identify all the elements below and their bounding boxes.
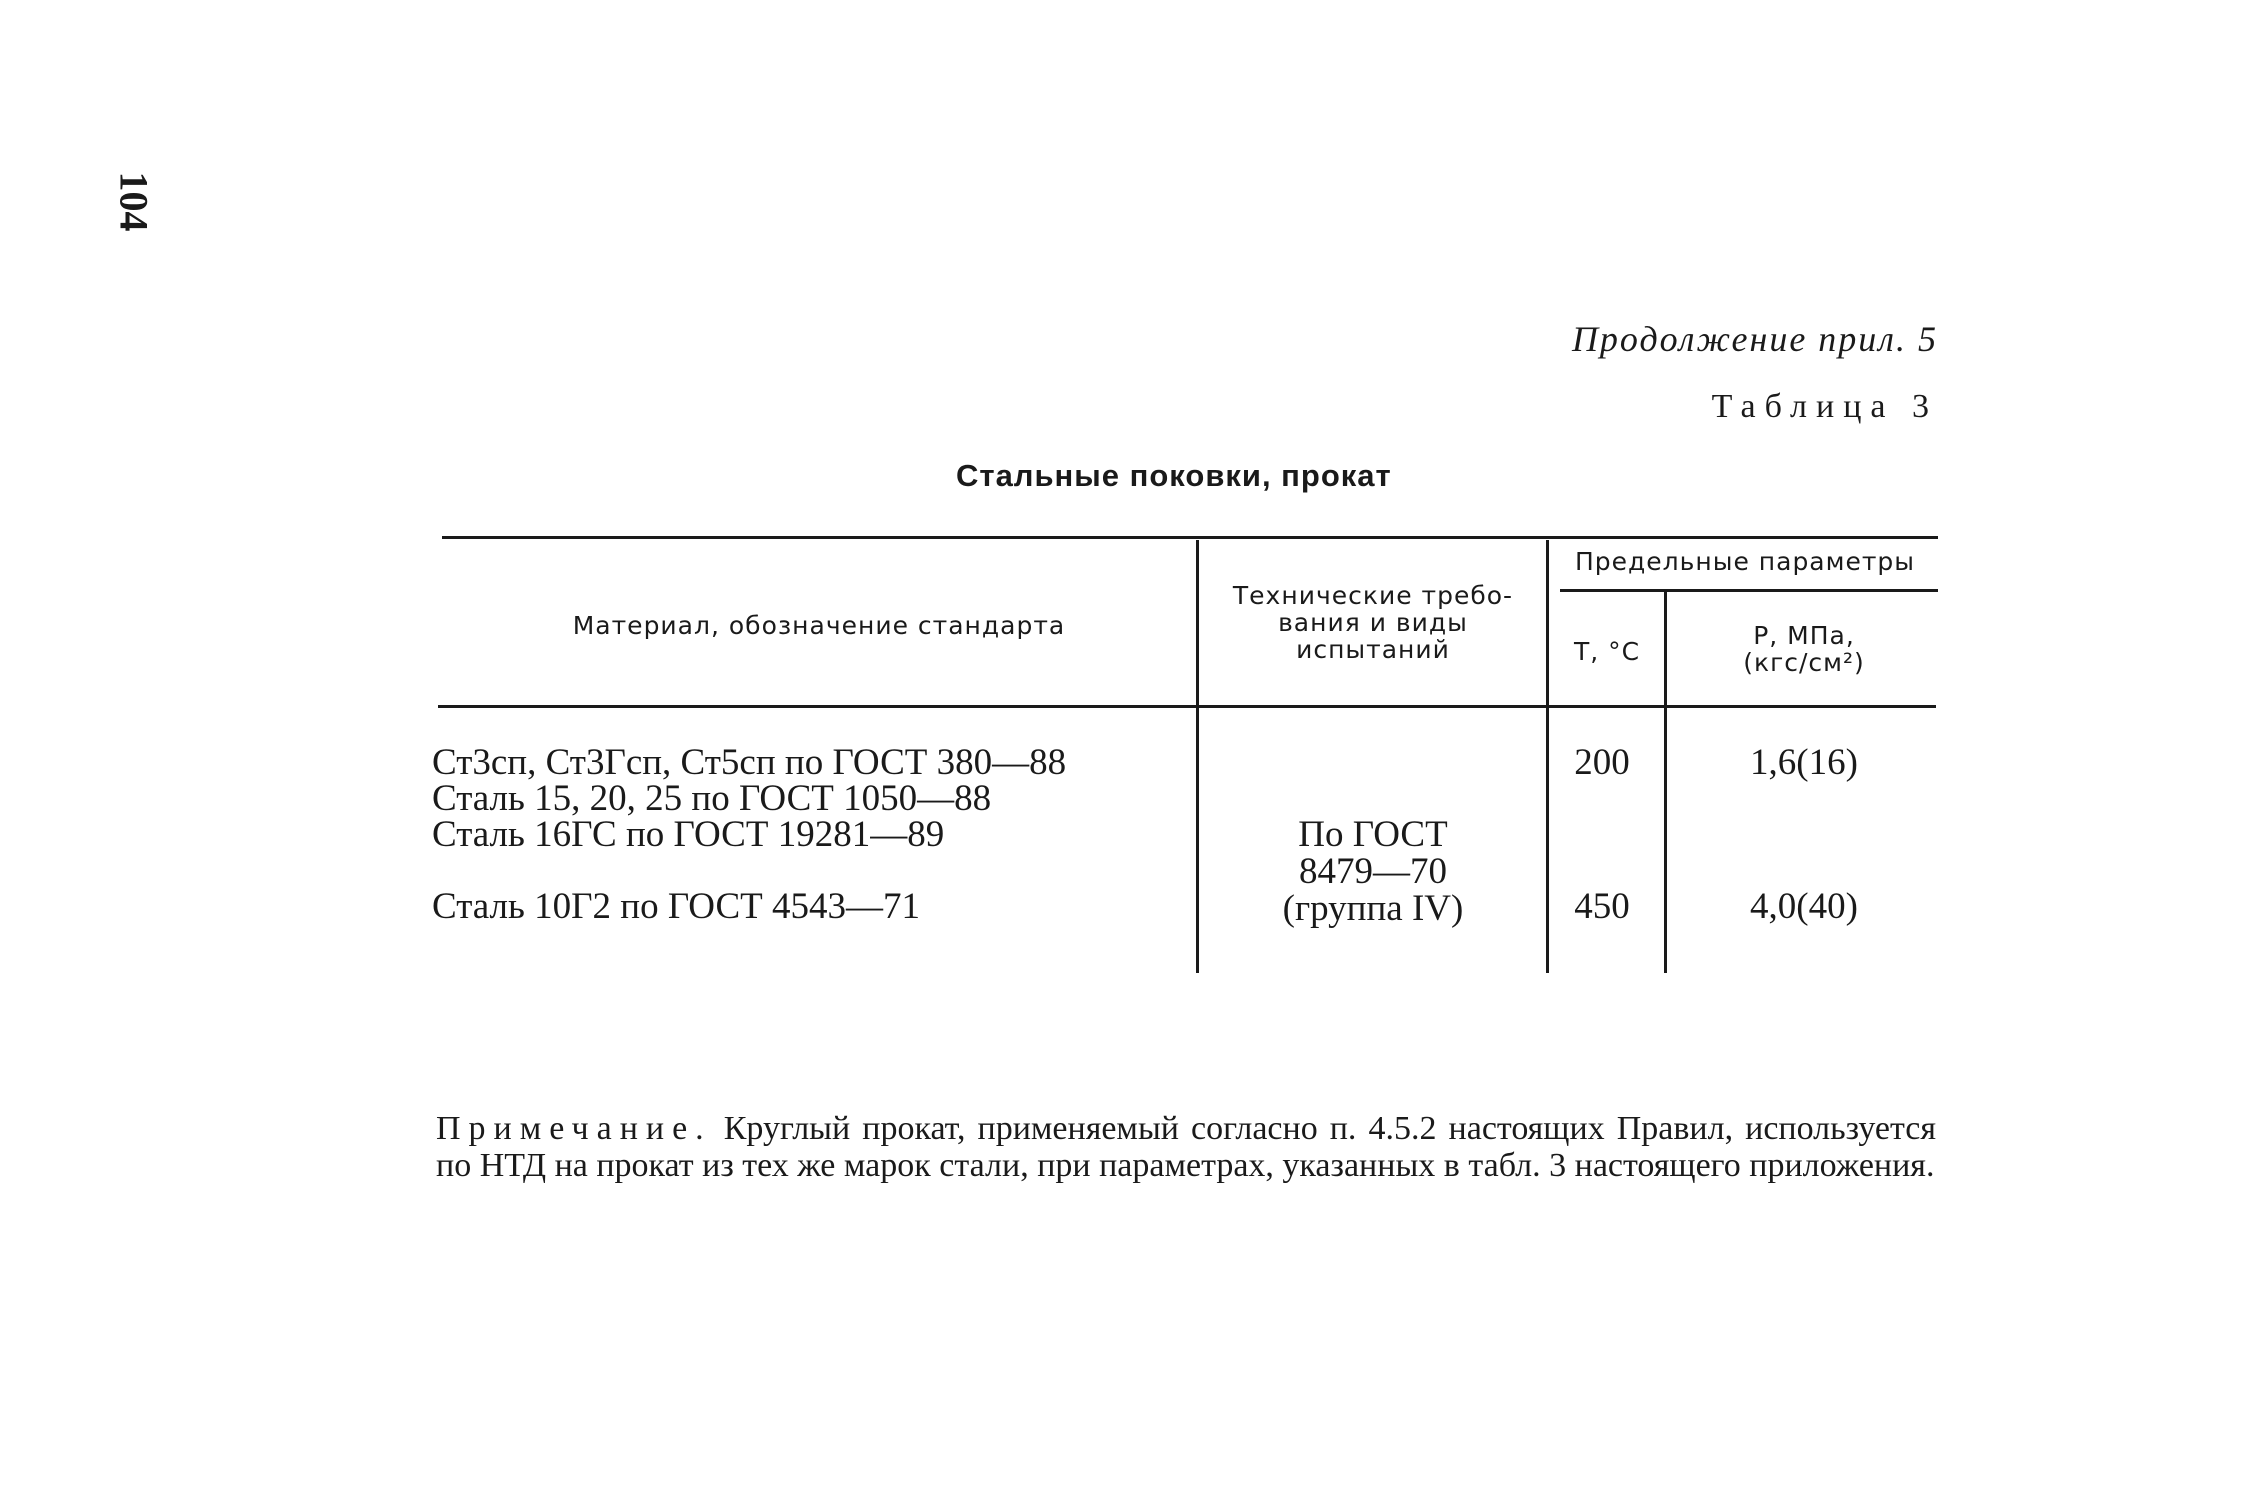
requirements-line: По ГОСТ	[1298, 814, 1448, 855]
note-label: Примечание.	[436, 1110, 712, 1147]
temperature-cell: 450	[1574, 886, 1630, 927]
note	[436, 1110, 1936, 1184]
material-cell: Ст3сп, Ст3Гсп, Ст5сп по ГОСТ 380—88	[432, 742, 1067, 783]
pressure-cell: 4,0(40)	[1750, 886, 1858, 927]
header-limit-params: Предельные параметры	[1574, 547, 1916, 576]
header-requirements	[1202, 582, 1544, 663]
header-temperature: Т, °С	[1573, 637, 1641, 666]
header-material: Материал, обозначение стандарта	[572, 611, 1066, 640]
requirements-line: (группа IV)	[1282, 888, 1464, 929]
note-text: Круглый прокат, применяемый согласно п. 4.5.2 настоящих Правил, используется по НТД на прокат из тех же марок стали, при параметрах, указанных в табл. 3 настоящего приложения.	[436, 1110, 1937, 1184]
header-requirements-line: испытаний	[1296, 635, 1450, 664]
requirements-cell	[1202, 816, 1544, 927]
requirements-line: 8479—70	[1299, 851, 1447, 892]
continuation-label: Продолжение прил. 5	[1571, 319, 1938, 359]
column-divider-requirements	[1546, 540, 1549, 973]
header-requirements-line: вания и виды	[1278, 608, 1468, 637]
material-cell: Сталь 15, 20, 25 по ГОСТ 1050—88	[432, 778, 992, 819]
header-pressure-line: Р, МПа,	[1753, 621, 1855, 650]
material-cell: Сталь 16ГС по ГОСТ 19281—89	[432, 814, 945, 855]
header-pressure-line: (кгс/см²)	[1743, 648, 1865, 677]
material-cell: Сталь 10Г2 по ГОСТ 4543—71	[432, 886, 921, 927]
header-requirements-line: Технические требо-	[1232, 581, 1514, 610]
header-pressure	[1670, 622, 1938, 676]
table-top-rule	[442, 536, 1938, 539]
table-title: Стальные поковки, прокат	[956, 458, 1392, 493]
column-divider-material	[1196, 540, 1199, 973]
header-bottom-rule	[438, 705, 1936, 708]
limit-params-rule	[1560, 589, 1938, 592]
temperature-cell: 200	[1574, 742, 1630, 783]
table-label: Таблица 3	[1711, 388, 1938, 425]
pressure-cell: 1,6(16)	[1750, 742, 1858, 783]
column-divider-temperature	[1664, 592, 1667, 973]
page-number: 104	[111, 171, 157, 232]
